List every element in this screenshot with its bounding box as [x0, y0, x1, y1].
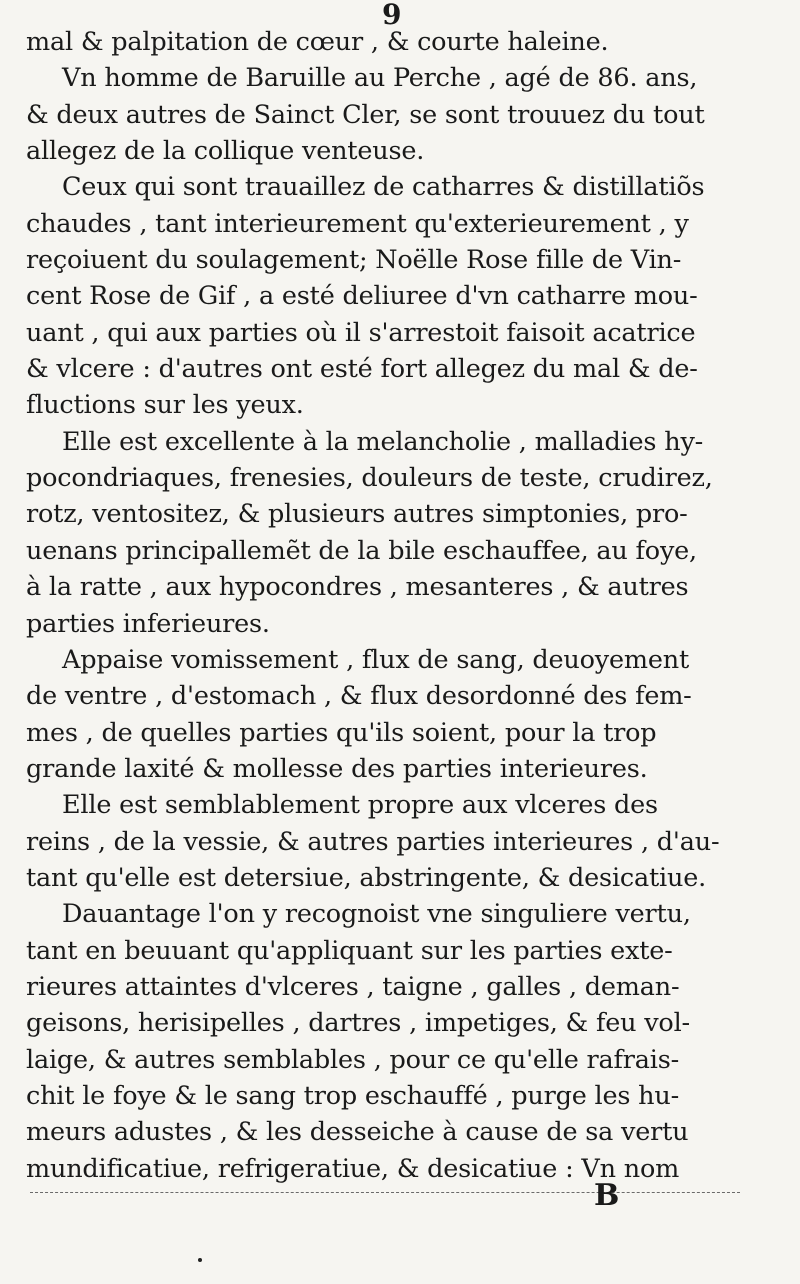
text-line: & vlcere : d'autres ont esté fort allegez du mal & de- — [26, 354, 698, 385]
text-line: tant qu'elle est detersiue, abstringente, & desicatiue. — [26, 862, 707, 893]
text-line: Elle est excellente à la melancholie , malladies hy- — [62, 426, 704, 457]
text-line: Elle est semblablement propre aux vlceres des — [62, 790, 658, 821]
body-text — [26, 24, 778, 1187]
page-number: 9 — [382, 0, 402, 31]
text-line: meurs adustes , & les desseiche à cause de sa vertu — [26, 1117, 689, 1148]
text-line: chaudes , tant interieurement qu'exterieurement , y — [26, 208, 689, 239]
text-line: Appaise vomissement , flux de sang, deuoyement — [62, 644, 690, 675]
text-line: rotz, ventositez, & plusieurs autres simptonies, pro- — [26, 499, 688, 530]
text-line: de ventre , d'estomach , & flux desordonné des fem- — [26, 681, 692, 712]
text-line: reins , de la vessie, & autres parties interieures , d'au- — [26, 826, 720, 857]
text-line: parties inferieures. — [26, 608, 270, 639]
ink-speck — [198, 1258, 202, 1262]
text-line: reçoiuent du soulagement; Noëlle Rose fille de Vin- — [26, 245, 682, 276]
text-line: à la ratte , aux hypocondres , mesanteres , & autres — [26, 572, 689, 603]
text-line: mal & palpitation de cœur , & courte haleine. — [26, 27, 609, 57]
text-line: chit le foye & le sang trop eschauffé , purge les hu- — [26, 1080, 680, 1111]
footer-rule — [30, 1192, 740, 1193]
text-line: laige, & autres semblables , pour ce qu'elle rafrais- — [26, 1044, 680, 1075]
text-line: & deux autres de Sainct Cler, se sont trouuez du tout — [26, 99, 705, 130]
text-line: mes , de quelles parties qu'ils soient, pour la trop — [26, 717, 657, 748]
text-line: Ceux qui sont trauaillez de catharres & distillatiõs — [62, 172, 705, 203]
signature-mark: B — [594, 1178, 620, 1213]
text-line: uenans principallemẽt de la bile eschauffee, au foye, — [26, 535, 697, 566]
text-line: fluctions sur les yeux. — [26, 390, 304, 421]
text-line: rieures attaintes d'vlceres , taigne , galles , deman- — [26, 971, 680, 1002]
text-line: pocondriaques, frenesies, douleurs de teste, crudirez, — [26, 463, 713, 494]
text-line: geisons, herisipelles , dartres , impetiges, & feu vol- — [26, 1008, 690, 1039]
text-line: allegez de la collique venteuse. — [26, 136, 425, 167]
text-line: uant , qui aux parties où il s'arrestoit faisoit acatrice — [26, 317, 696, 348]
text-line: mundificatiue, refrigeratiue, & desicatiue : Vn nom — [26, 1153, 680, 1184]
text-line: cent Rose de Gif , a esté deliuree d'vn catharre mou- — [26, 281, 698, 312]
text-line: Dauantage l'on y recognoist vne singuliere vertu, — [62, 899, 691, 930]
text-line: tant en beuuant qu'appliquant sur les parties exte- — [26, 935, 673, 966]
text-line: grande laxité & mollesse des parties interieures. — [26, 753, 648, 784]
text-line: Vn homme de Baruille au Perche , agé de 86. ans, — [62, 63, 698, 94]
